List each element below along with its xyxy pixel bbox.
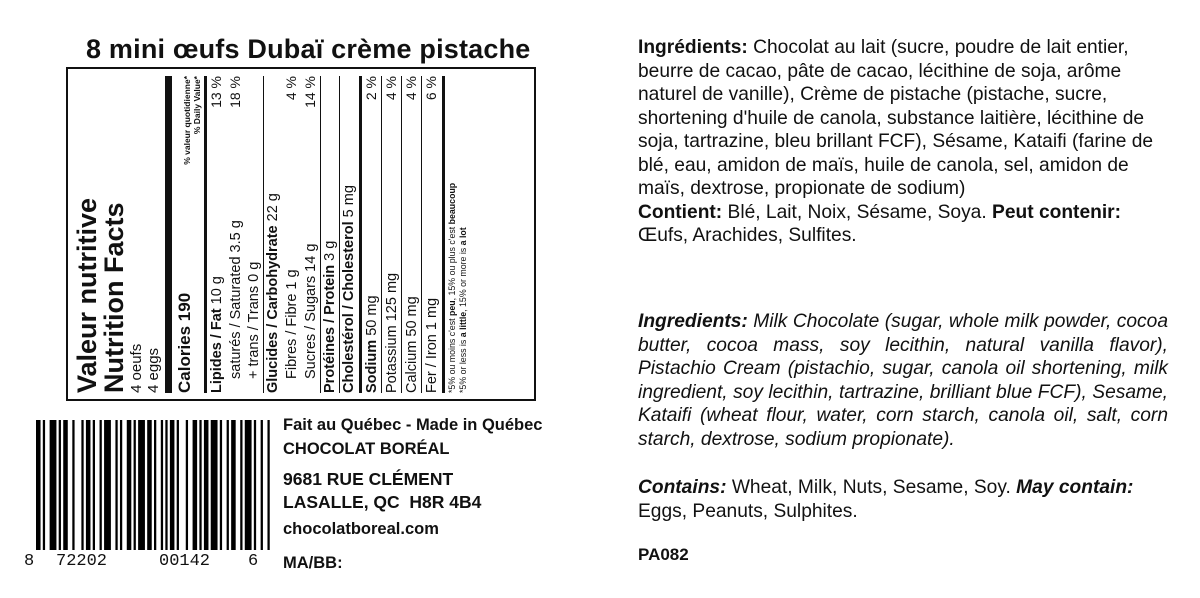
barcode-bar: [161, 420, 163, 550]
calcium-percent: 4 %: [403, 76, 419, 101]
barcode-bar: [177, 420, 179, 550]
barcode-bar: [63, 420, 68, 550]
barcode-bar: [193, 420, 198, 550]
saturated-percent: 18 %: [227, 76, 243, 108]
address-line-2: LASALLE, QC H8R 4B4: [283, 492, 482, 512]
fat-percent: 13 %: [208, 76, 224, 108]
barcode-bar: [240, 420, 242, 550]
barcode-bar: [154, 420, 156, 550]
ingredients-fr-label: Ingrédients:: [638, 37, 748, 58]
may-contain-en-text: Eggs, Peanuts, Sulphites.: [638, 500, 858, 522]
barcode-bars: [36, 420, 272, 550]
barcode-group-right: 00142: [159, 552, 211, 571]
footnote-en: *5% or less is a little, 15% or more is a lot: [457, 227, 468, 393]
sugars-row: [301, 76, 320, 393]
sodium-row: [362, 76, 381, 393]
barcode-bar: [81, 420, 83, 550]
carb-value: 22 g: [265, 193, 281, 222]
barcode-bar: [59, 420, 61, 550]
nutrition-facts-table: [66, 67, 536, 401]
trans-row: [245, 76, 263, 393]
barcode-bar: [104, 420, 111, 550]
cholesterol-label: Cholestérol / Cholesterol: [341, 221, 357, 393]
contains-en: [638, 476, 1168, 523]
thick-divider: [165, 76, 172, 393]
serving-size-fr: 4 oeufs: [128, 343, 145, 393]
protein-label: Protéines / Protein: [322, 264, 338, 393]
contains-fr-label: Contient:: [638, 201, 723, 223]
barcode-bar: [127, 420, 132, 550]
contains-en-text: Wheat, Milk, Nuts, Sesame, Soy.: [726, 477, 1017, 498]
daily-value-header: [182, 76, 203, 165]
barcode-bar: [43, 420, 45, 550]
barcode-bar: [199, 420, 201, 550]
protein-value: 3 g: [322, 240, 338, 261]
barcode-bar: [186, 420, 188, 550]
barcode-bar: [120, 420, 122, 550]
calcium-label: Calcium 50 mg: [404, 296, 420, 393]
barcode-bar: [147, 420, 152, 550]
made-in-label: Fait au Québec - Made in Québec: [283, 416, 543, 434]
best-before-label: MA/BB:: [283, 554, 343, 572]
cholesterol-row: [339, 76, 358, 393]
fat-value: 10 g: [209, 276, 225, 305]
dv-header-fr: % valeur quotidienne*: [182, 76, 192, 165]
may-contain-fr-label: Peut contenir:: [992, 201, 1122, 223]
barcode-bar: [165, 420, 167, 550]
address-line-1: 9681 RUE CLÉMENT: [283, 469, 454, 489]
fibre-label: Fibres / Fibre 1 g: [284, 269, 300, 379]
barcode-bar: [93, 420, 95, 550]
may-contain-fr-text: Œufs, Arachides, Sulfites.: [638, 225, 857, 246]
barcode-bar: [138, 420, 145, 550]
dv-header-en: % Daily Value*: [192, 76, 202, 135]
ingredients-fr-text: Chocolat au lait (sucre, poudre de lait entier, beurre de cacao, pâte de cacao, lécithine de soja, arôme naturel de vanille), Crème de pistache (pistache, sucre, shortening d'huile de canola, substance laitière, lécithine de soja, tartrazine, bleu brillant FCF), Sésame, Kataifi (farine de blé, eau, amidon de maïs, huile de canola, sel, amidon de maïs, dextrose, propionate de sodium): [638, 37, 1154, 199]
barcode-digit-first: 8: [24, 552, 35, 571]
contains-en-label: Contains:: [638, 477, 727, 498]
calcium-row: [401, 76, 421, 393]
saturated-row: [226, 76, 245, 393]
barcode-bar: [72, 420, 74, 550]
ingredients-fr: [638, 36, 1168, 248]
potassium-row: [381, 76, 401, 393]
nutrition-title-en: Nutrition Facts: [99, 202, 129, 393]
calories-value: Calories 190: [175, 292, 194, 393]
fibre-row: [282, 76, 301, 393]
website: chocolatboreal.com: [283, 520, 439, 538]
barcode-number: [24, 552, 268, 572]
ingredients-en: [638, 310, 1168, 451]
footnote-fr: *5% ou moins c'est peu, 15% ou plus c'est beaucoup: [447, 182, 457, 393]
serving-size-en: 4 eggs: [145, 347, 162, 393]
barcode-bar: [170, 420, 175, 550]
trans-label: + trans / Trans 0 g: [246, 261, 262, 379]
cholesterol-value: 5 mg: [341, 185, 357, 218]
potassium-label: Potassium 125 mg: [384, 272, 400, 393]
barcode-digit-last: 6: [248, 552, 259, 571]
barcode-bar: [227, 420, 229, 550]
iron-percent: 6 %: [423, 76, 439, 101]
barcode-group-left: 72202: [56, 552, 108, 571]
iron-label: Fer / Iron 1 mg: [424, 297, 440, 393]
company-name: CHOCOLAT BORÉAL: [283, 440, 450, 458]
barcode-bar: [220, 420, 222, 550]
barcode-bar: [134, 420, 136, 550]
nutrition-title-fr: Valeur nutritive: [72, 197, 102, 393]
sodium-percent: 2 %: [363, 76, 379, 101]
ingredients-en-text: Milk Chocolate (sugar, whole milk powder, cocoa butter, cocoa mass, soy lecithin, natural vanilla flavor), Pistachio Cream (pistachio, sugar, canola oil shortening, milk ingredient, soy lecithin, tartrazine, brilliant blue FCF), Sesame, Kataifi (wheat flour, water, corn starch, canola oil, salt, corn starch, dextrose, sodium propionate).: [638, 311, 1168, 450]
barcode-bar: [115, 420, 117, 550]
daily-value-footnote: [442, 76, 468, 393]
carb-label: Glucides / Carbohydrate: [265, 225, 281, 393]
fibre-percent: 4 %: [283, 76, 299, 101]
barcode-bar: [50, 420, 57, 550]
product-code: PA082: [638, 545, 689, 564]
iron-row: [421, 76, 441, 393]
saturated-label: saturés / Saturated 3.5 g: [228, 220, 244, 379]
contains-fr-text: Blé, Lait, Noix, Sésame, Soya.: [722, 201, 993, 223]
barcode-bar: [100, 420, 102, 550]
ingredients-en-label: Ingredients:: [638, 311, 748, 332]
carbohydrate-row: [263, 76, 282, 393]
barcode-bar: [86, 420, 91, 550]
fat-label: Lipides / Fat: [209, 308, 225, 393]
potassium-percent: 4 %: [383, 76, 399, 101]
barcode-bar: [204, 420, 209, 550]
fat-row: [207, 76, 226, 393]
protein-row: [320, 76, 339, 393]
barcode-bar: [231, 420, 236, 550]
sugars-label: Sucres / Sugars 14 g: [303, 243, 319, 379]
nutrition-facts-panel: [66, 67, 536, 401]
barcode-bar: [211, 420, 218, 550]
barcode-bar: [254, 420, 256, 550]
barcode-bar: [245, 420, 252, 550]
sugars-percent: 14 %: [302, 76, 318, 108]
product-title: 8 mini œufs Dubaï crème pistache: [86, 34, 531, 64]
may-contain-en-label: May contain:: [1016, 477, 1134, 498]
barcode-bar: [36, 420, 41, 550]
barcode-bar: [267, 420, 269, 550]
sodium-label: Sodium: [364, 339, 380, 393]
barcode-bar: [261, 420, 263, 550]
calories-row: [174, 76, 203, 393]
sodium-value: 50 mg: [364, 295, 380, 336]
